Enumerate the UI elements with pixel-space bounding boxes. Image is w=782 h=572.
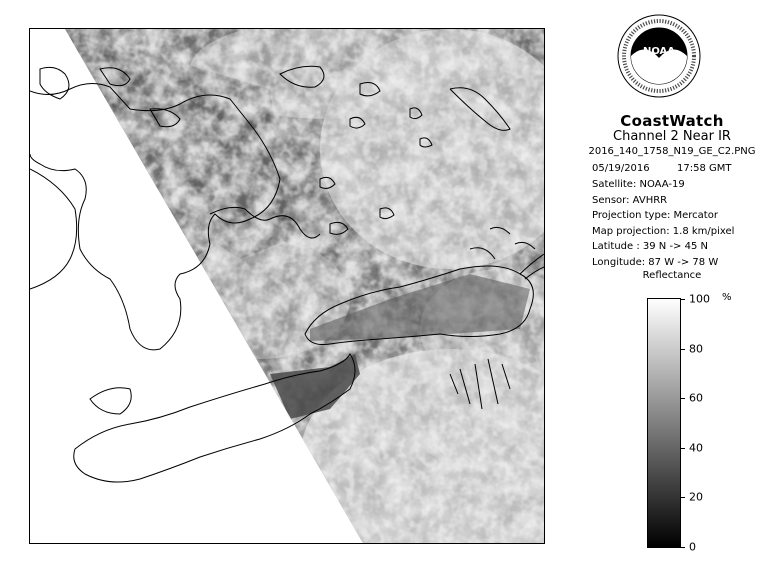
latitude-range: Latitude : 39 N -> 45 N [592,241,708,252]
colorbar-tick [681,547,685,548]
longitude-range: Longitude: 87 W -> 78 W [592,257,719,268]
acquisition-time: 17:58 GMT [677,163,732,174]
noaa-logo-text: NOAA [642,46,676,57]
channel-name: Channel 2 Near IR [613,129,731,144]
colorbar-tick [681,398,685,399]
colorbar-tick-label: 20 [689,490,703,504]
colorbar-tick [681,349,685,350]
projection-type: Projection type: Mercator [592,210,718,221]
imagery-swath [30,29,544,543]
colorbar-tick [681,497,685,498]
sensor-name: Sensor: AVHRR [592,195,668,206]
satellite-map[interactable] [29,28,545,544]
file-name: 2016_140_1758_N19_GE_C2.PNG [588,146,756,157]
reflectance-colorbar [647,298,681,548]
noaa-logo [617,14,701,98]
map-projection: Map projection: 1.8 km/pixel [592,226,735,237]
colorbar-tick-label: 100 [689,292,710,306]
map-svg [30,29,544,543]
legend-title: Reflectance [642,270,702,281]
colorbar-tick [681,448,685,449]
colorbar-tick-label: 40 [689,441,703,455]
product-title: CoastWatch [620,112,724,130]
legend-unit: % [722,292,732,303]
acquisition-date: 05/19/2016 [592,163,650,174]
colorbar-tick-label: 0 [689,540,696,554]
colorbar-tick [681,299,685,300]
colorbar-tick-label: 80 [689,342,703,356]
colorbar-tick-label: 60 [689,391,703,405]
noaa-logo-icon [617,14,701,98]
satellite-name: Satellite: NOAA-19 [592,179,685,190]
